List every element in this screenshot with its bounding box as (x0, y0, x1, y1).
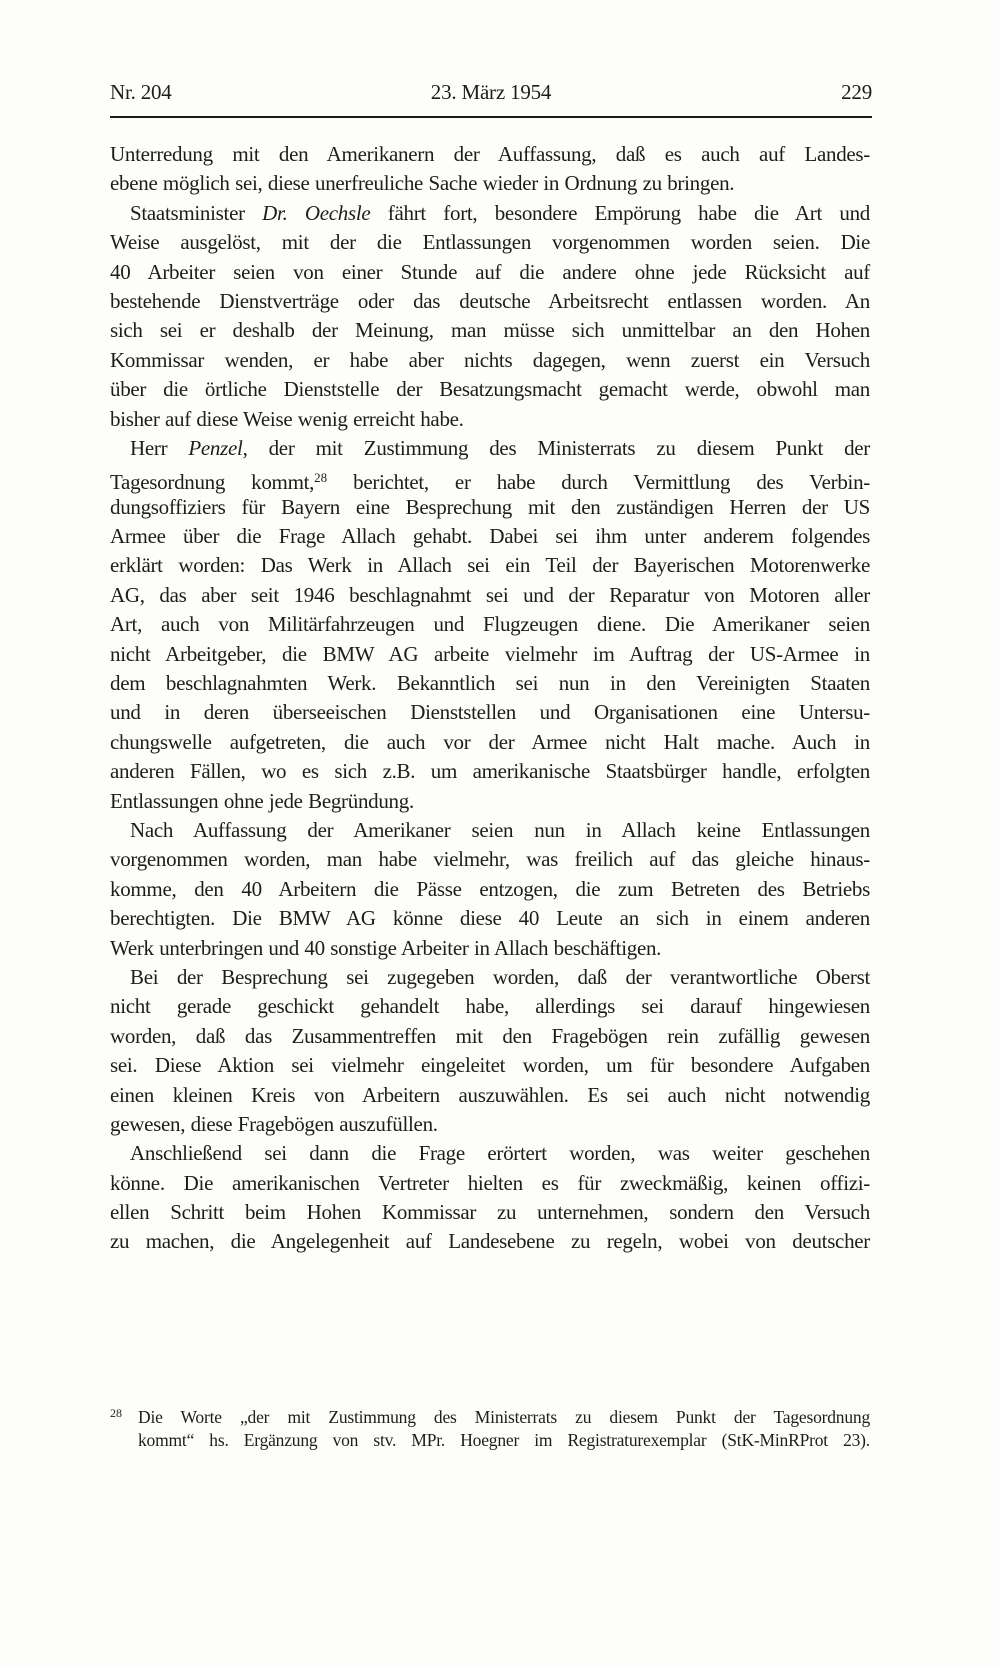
text-line (110, 287, 870, 316)
text-segment: erklärt worden: Das Werk in Allach sei ein Teil der Bayerischen Motorenwerke (110, 553, 870, 578)
text-line (110, 934, 870, 963)
text-line (110, 258, 870, 287)
text-segment: anderen Fällen, wo es sich z.B. um amerikanische Staatsbürger handle, erfolgten (110, 759, 870, 784)
text-line (110, 787, 870, 816)
text-segment: komme, den 40 Arbeitern die Pässe entzogen, die zum Betreten des Betriebs (110, 876, 870, 901)
text-line (110, 845, 870, 874)
text-segment: sich sei er deshalb der Meinung, man müsse sich unmittelbar an den Hohen (110, 318, 870, 343)
text-segment: dem beschlagnahmten Werk. Bekanntlich sei nun in den Vereinigten Staaten (110, 671, 870, 696)
paragraph (110, 816, 870, 963)
text-segment: Armee über die Frage Allach gehabt. Dabei sei ihm unter anderem folgendes (110, 524, 870, 549)
text-line (110, 1022, 870, 1051)
text-line (110, 728, 870, 757)
text-segment: dungsoffiziers für Bayern eine Besprechung mit den zuständigen Herren der US (110, 494, 870, 519)
text-segment: Entlassungen ohne jede Begründung. (110, 788, 414, 813)
footnote-reference: 28 (110, 1406, 122, 1420)
paragraph (110, 963, 870, 1139)
text-line (110, 610, 870, 639)
paragraph (110, 199, 870, 434)
text-line (110, 375, 870, 404)
text-segment: Anschließend sei dann die Frage erörtert worden, was weiter geschehen (130, 1141, 870, 1166)
text-segment: vorgenommen worden, man habe vielmehr, was freilich auf das gleiche hinaus- (110, 847, 870, 872)
text-line (110, 698, 870, 727)
text-segment: sei. Diese Aktion sei vielmehr eingeleitet worden, um für besondere Aufgaben (110, 1053, 870, 1078)
text-segment: , der mit Zustimmung des Ministerrats zu diesem Punkt der (242, 435, 870, 460)
footnote (110, 1400, 870, 1454)
text-segment: worden, daß das Zusammentreffen mit den Fragebögen rein zufällig gewesen (110, 1023, 870, 1048)
text-line (110, 1198, 870, 1227)
text-line (110, 228, 870, 257)
text-line (110, 581, 870, 610)
text-segment: chungswelle aufgetreten, die auch vor der Armee nicht Halt mache. Auch in (110, 729, 870, 754)
text-segment: Art, auch von Militärfahrzeugen und Flugzeugen diene. Die Amerikaner seien (110, 612, 870, 637)
text-segment: berichtet, er habe durch Vermittlung des Verbin- (327, 470, 870, 495)
text-line (110, 904, 870, 933)
text-segment: fährt fort, besondere Empörung habe die Art und (370, 200, 870, 225)
text-line (110, 1051, 870, 1080)
text-line (110, 346, 870, 375)
text-segment: 40 Arbeiter seien von einer Stunde auf die andere ohne jede Rücksicht auf (110, 259, 870, 284)
document-number: Nr. 204 (110, 80, 172, 104)
text-line (110, 1227, 870, 1256)
text-line (110, 463, 870, 495)
document-body (110, 140, 870, 1257)
text-line (110, 140, 870, 169)
footnote-line (110, 1427, 870, 1454)
text-line (110, 1081, 870, 1110)
text-line (110, 963, 870, 992)
paragraph (110, 434, 870, 816)
text-line (110, 434, 870, 463)
header-rule (110, 116, 872, 118)
text-line (110, 405, 870, 434)
text-line (110, 169, 870, 198)
text-segment: Werk unterbringen und 40 sonstige Arbeiter in Allach beschäftigen. (110, 935, 662, 960)
text-segment: Tagesordnung kommt, (110, 470, 315, 495)
person-name: Dr. Oechsle (262, 200, 371, 225)
text-line (110, 640, 870, 669)
document-date: 23. März 1954 (430, 80, 552, 104)
text-segment: über die örtliche Dienststelle der Besatzungsmacht gemacht werde, obwohl man (110, 377, 870, 402)
text-line (110, 522, 870, 551)
text-segment: ellen Schritt beim Hohen Kommissar zu unternehmen, sondern den Versuch (110, 1200, 870, 1225)
paragraph (110, 1139, 870, 1257)
footnote-reference: 28 (314, 470, 328, 486)
text-line (110, 757, 870, 786)
text-line (110, 551, 870, 580)
text-segment: nicht gerade geschickt gehandelt habe, allerdings sei darauf hingewiesen (110, 994, 870, 1019)
text-segment: Unterredung mit den Amerikanern der Auffassung, daß es auch auf Landes- (110, 142, 870, 166)
text-segment: einen kleinen Kreis von Arbeitern auszuwählen. Es sei auch nicht notwendig (110, 1082, 870, 1107)
text-line (110, 992, 870, 1021)
text-segment: Herr (130, 435, 189, 460)
page-number: 229 (841, 80, 873, 104)
text-line (110, 1139, 870, 1168)
text-segment: ebene möglich sei, diese unerfreuliche Sache wieder in Ordnung zu bringen. (110, 171, 735, 196)
text-segment: nicht Arbeitgeber, die BMW AG arbeite vielmehr im Auftrag der US-Armee in (110, 641, 870, 666)
text-segment: Staatsminister (130, 200, 263, 225)
footnote-line (110, 1400, 870, 1427)
text-line (110, 199, 870, 228)
paragraph (110, 140, 870, 199)
text-line (110, 816, 870, 845)
text-segment: bestehende Dienstverträge oder das deutsche Arbeitsrecht entlassen worden. An (110, 288, 870, 313)
person-name: Penzel (188, 435, 243, 460)
text-line (110, 493, 870, 522)
text-segment: Die Worte „der mit Zustimmung des Ministerrats zu diesem Punkt der Tagesordnung (138, 1407, 870, 1427)
text-segment: könne. Die amerikanischen Vertreter hielten es für zweckmäßig, keinen offizi- (110, 1170, 870, 1195)
text-segment: und in deren überseeischen Dienststellen und Organisationen eine Untersu- (110, 700, 870, 725)
text-segment: Nach Auffassung der Amerikaner seien nun in Allach keine Entlassungen (130, 817, 870, 842)
text-line (110, 669, 870, 698)
text-segment: bisher auf diese Weise wenig erreicht habe. (110, 406, 464, 431)
text-segment: berechtigten. Die BMW AG könne diese 40 Leute an sich in einem anderen (110, 906, 870, 931)
text-segment: kommt“ hs. Ergänzung von stv. MPr. Hoegner im Registraturexemplar (StK-MinRProt 23). (138, 1430, 870, 1450)
text-segment: Bei der Besprechung sei zugegeben worden, daß der verantwortliche Oberst (130, 964, 870, 989)
page-header (110, 78, 872, 107)
text-segment: Kommissar wenden, er habe aber nichts dagegen, wenn zuerst ein Versuch (110, 347, 870, 372)
text-line (110, 1169, 870, 1198)
text-line (110, 1110, 870, 1139)
text-segment: Weise ausgelöst, mit der die Entlassungen vorgenommen worden seien. Die (110, 230, 870, 255)
text-line (110, 875, 870, 904)
text-line (110, 316, 870, 345)
text-segment: zu machen, die Angelegenheit auf Landesebene zu regeln, wobei von deutscher (110, 1229, 870, 1254)
text-segment: gewesen, diese Fragebögen auszufüllen. (110, 1111, 438, 1136)
text-segment: AG, das aber seit 1946 beschlagnahmt sei und der Reparatur von Motoren aller (110, 582, 870, 607)
